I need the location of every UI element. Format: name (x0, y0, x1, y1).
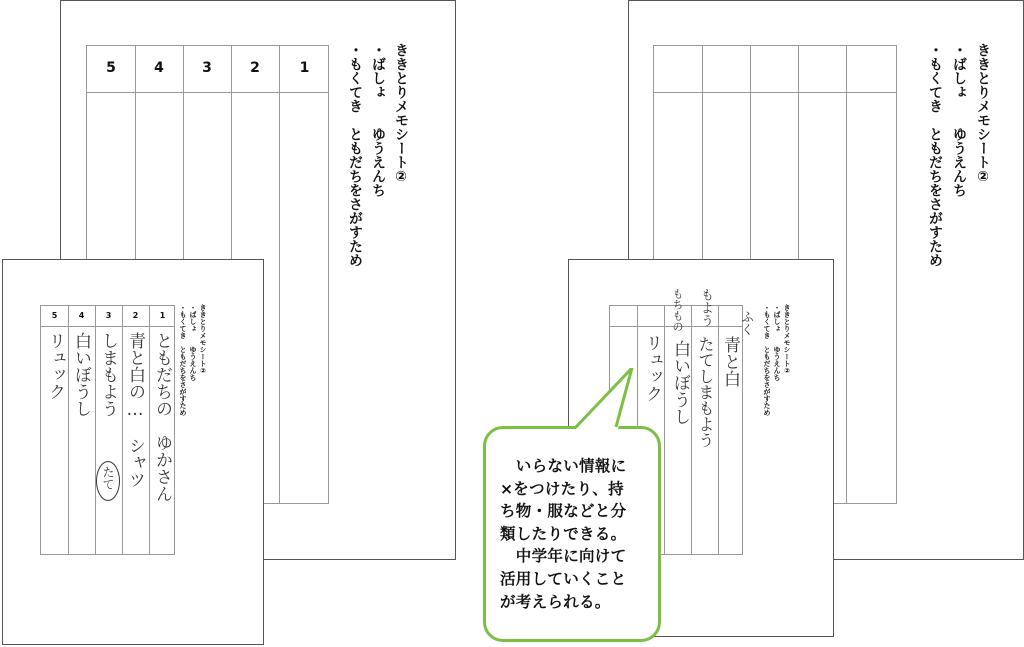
col-number-2: 2 (132, 311, 139, 320)
col-number-3: 3 (105, 311, 112, 320)
purpose-line: ・もくてき ともだちをさがすため (347, 43, 363, 267)
sheet-title: ききとりメモシート② (199, 304, 207, 375)
place-line: ・ばしょ ゆうえんち (773, 304, 781, 381)
col-number-5: 5 (106, 60, 116, 76)
note-label-pattern: もよう (698, 288, 713, 327)
col-number-4: 4 (154, 60, 164, 76)
place-line: ・ばしょ ゆうえんち (189, 304, 197, 381)
callout-text: いらない情報に ×をつけたり、持 ち物・服などと分 類したりできる。 中学年に向けて 活用していくこと が考えられる。 (500, 457, 627, 611)
sheet-title: ききとりメモシート② (393, 43, 409, 185)
note-label-clothes: ふく (738, 310, 753, 336)
purpose-line: ・もくてき ともだちをさがすため (763, 304, 771, 416)
note-col-4: 白いぼうし (71, 332, 91, 417)
front-left-grid (40, 305, 175, 555)
col-number-1: 1 (299, 60, 310, 76)
note-col-3: しまもよう (98, 332, 118, 417)
note-col-1: ともだちの ゆかさん (152, 332, 172, 502)
col-number-5: 5 (51, 311, 58, 320)
sheet-title: ききとりメモシート② (975, 43, 991, 185)
col-number-4: 4 (78, 311, 85, 320)
note-col-3-circled: たて (101, 466, 115, 490)
note-backpack: リュック (642, 334, 662, 402)
purpose-line: ・もくてき ともだちをさがすため (927, 43, 943, 267)
callout-bubble (483, 426, 661, 642)
note-col-2: 青と白の… シャツ (125, 332, 145, 488)
col-number-1: 1 (159, 311, 166, 320)
purpose-line: ・もくてき ともだちをさがすため (179, 304, 187, 416)
note-pattern: たてしまもよう (696, 336, 715, 448)
note-belongings: 白いぼうし (670, 340, 690, 425)
col-number-2: 2 (250, 60, 260, 76)
callout-tail (560, 368, 640, 432)
col-number-3: 3 (202, 60, 212, 76)
place-line: ・ばしょ ゆうえんち (951, 43, 967, 197)
note-col-5: リュック (45, 332, 65, 400)
note-label-belongings: もちもの (671, 288, 684, 332)
front-left-sheet (2, 259, 264, 645)
sheet-title: ききとりメモシート② (783, 304, 791, 375)
note-clothes: 青と白 (720, 336, 740, 387)
place-line: ・ばしょ ゆうえんち (370, 43, 386, 197)
